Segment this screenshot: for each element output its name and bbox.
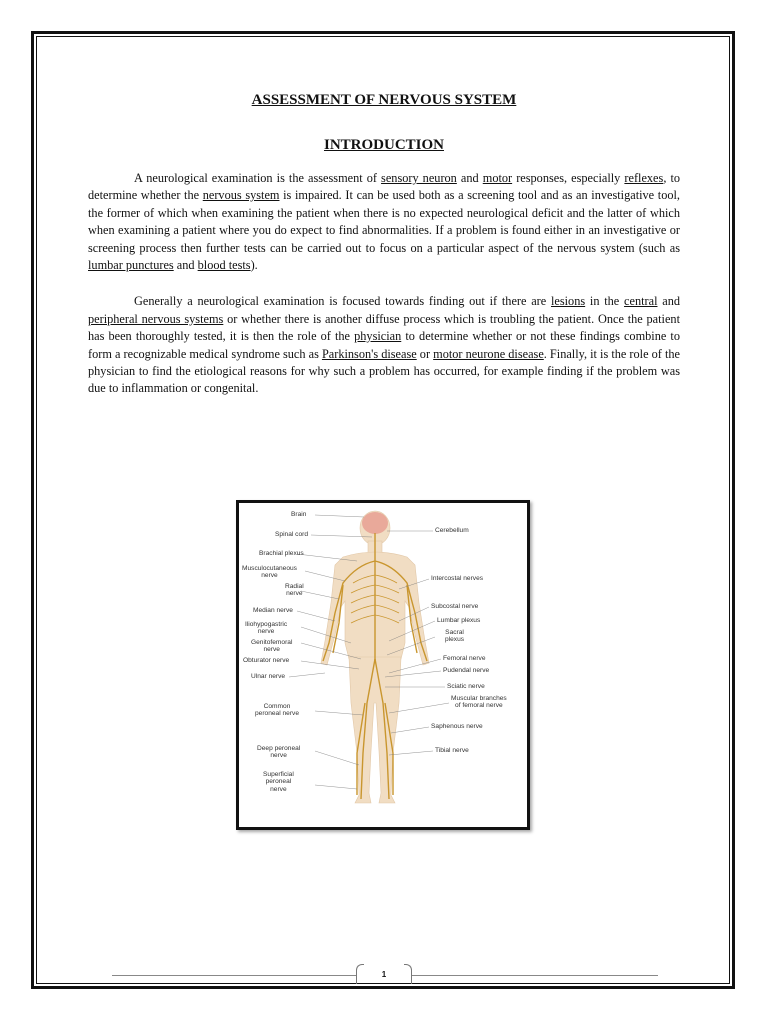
underlined-term: central (624, 294, 658, 309)
underlined-term: Parkinson's disease (321, 346, 417, 361)
page-number: 1 (381, 970, 387, 979)
document-body (88, 92, 680, 417)
underlined-term: reflexes (624, 171, 664, 185)
text-run: is impaired. It can be used both as a screening tool and as an investigative tool, the former of which when examining the patient when there is no expected neurological deficit and the latter of which when examining a patient where you do expect to find abnormalities. If a problem is found either in an investigative or screening process then further tests can be carried out to focus on a particular aspect of the nervous system (such as (88, 188, 680, 255)
label-common-peroneal-nerve: Common peroneal nerve (255, 703, 299, 718)
label-brain: Brain (291, 511, 307, 518)
label-muscular-branches: Muscular branches of femoral nerve (451, 695, 507, 710)
label-obturator-nerve: Obturator nerve (243, 657, 290, 664)
text-run: and (657, 294, 680, 309)
label-spinal-cord: Spinal cord (275, 531, 308, 538)
footer-rule-right (412, 975, 658, 976)
underlined-term: lesions (550, 294, 586, 309)
label-deep-peroneal-nerve: Deep peroneal nerve (257, 745, 301, 760)
label-musculocutaneous-nerve: Musculocutaneous nerve (242, 565, 297, 580)
label-brachial-plexus: Brachial plexus (259, 550, 304, 557)
text-run: and (456, 171, 483, 185)
text-run: in the (585, 294, 625, 309)
section-heading: INTRODUCTION (323, 137, 444, 153)
label-sciatic-nerve: Sciatic nerve (447, 683, 485, 690)
underlined-term: sensory neuron (381, 171, 457, 185)
label-intercostal-nerves: Intercostal nerves (431, 575, 484, 582)
underlined-term: physician (354, 329, 402, 344)
underlined-term: lumbar punctures (88, 258, 174, 273)
label-tibial-nerve: Tibial nerve (435, 747, 469, 754)
label-genitofemoral-nerve: Genitofemoral nerve (251, 639, 293, 654)
label-ulnar-nerve: Ulnar nerve (251, 673, 286, 680)
text-run: or (416, 346, 434, 361)
paragraph-1 (88, 170, 680, 274)
brain-shape (362, 512, 388, 534)
text-run: and (173, 258, 198, 273)
label-superficial-peroneal-nerve: Superficial peroneal nerve (263, 771, 294, 793)
label-pudendal-nerve: Pudendal nerve (443, 667, 490, 674)
label-sacral-plexus: Sacral plexus (445, 629, 465, 644)
text-run: . Finally, it is the role of the physician to find the etiological reasons for why such a problem has occurred, for example finding if the problem was due to inflammation or congenital. (88, 346, 680, 396)
label-lumbar-plexus: Lumbar plexus (437, 617, 481, 624)
text-run: A neurological examination is the assessment of (134, 171, 382, 185)
nervous-system-figure (236, 500, 530, 830)
underlined-term: motor neurone disease (433, 346, 544, 361)
underlined-term: blood tests (197, 258, 251, 273)
underlined-term: peripheral nervous systems (88, 311, 224, 326)
label-subcostal-nerve: Subcostal nerve (431, 603, 479, 610)
footer-rule-left (112, 975, 356, 976)
document-title: ASSESSMENT OF NERVOUS SYSTEM (251, 92, 517, 108)
text-run: to determine whether or not these findings combine to form a recognizable medical syndrome such as (88, 329, 680, 361)
text-run: , to determine whether the (88, 171, 681, 203)
label-cerebellum: Cerebellum (435, 527, 469, 534)
paragraph-2 (88, 293, 680, 397)
label-median-nerve: Median nerve (253, 607, 293, 614)
label-saphenous-nerve: Saphenous nerve (431, 723, 483, 730)
label-femoral-nerve: Femoral nerve (443, 655, 486, 662)
text-run: Generally a neurological examination is focused towards finding out if there are (134, 294, 551, 309)
underlined-term: nervous system (202, 188, 280, 203)
label-radial-nerve: Radial nerve (285, 583, 304, 598)
text-run: responses, especially (512, 171, 625, 185)
underlined-term: motor (482, 171, 513, 185)
label-iliohypogastric-nerve: Iliohypogastric nerve (245, 621, 288, 636)
text-run: or whether there is another diffuse process which is troubling the patient. Once the patient has been thoroughly tested, it is then the role of the (88, 311, 680, 344)
text-run: ). (250, 258, 258, 273)
